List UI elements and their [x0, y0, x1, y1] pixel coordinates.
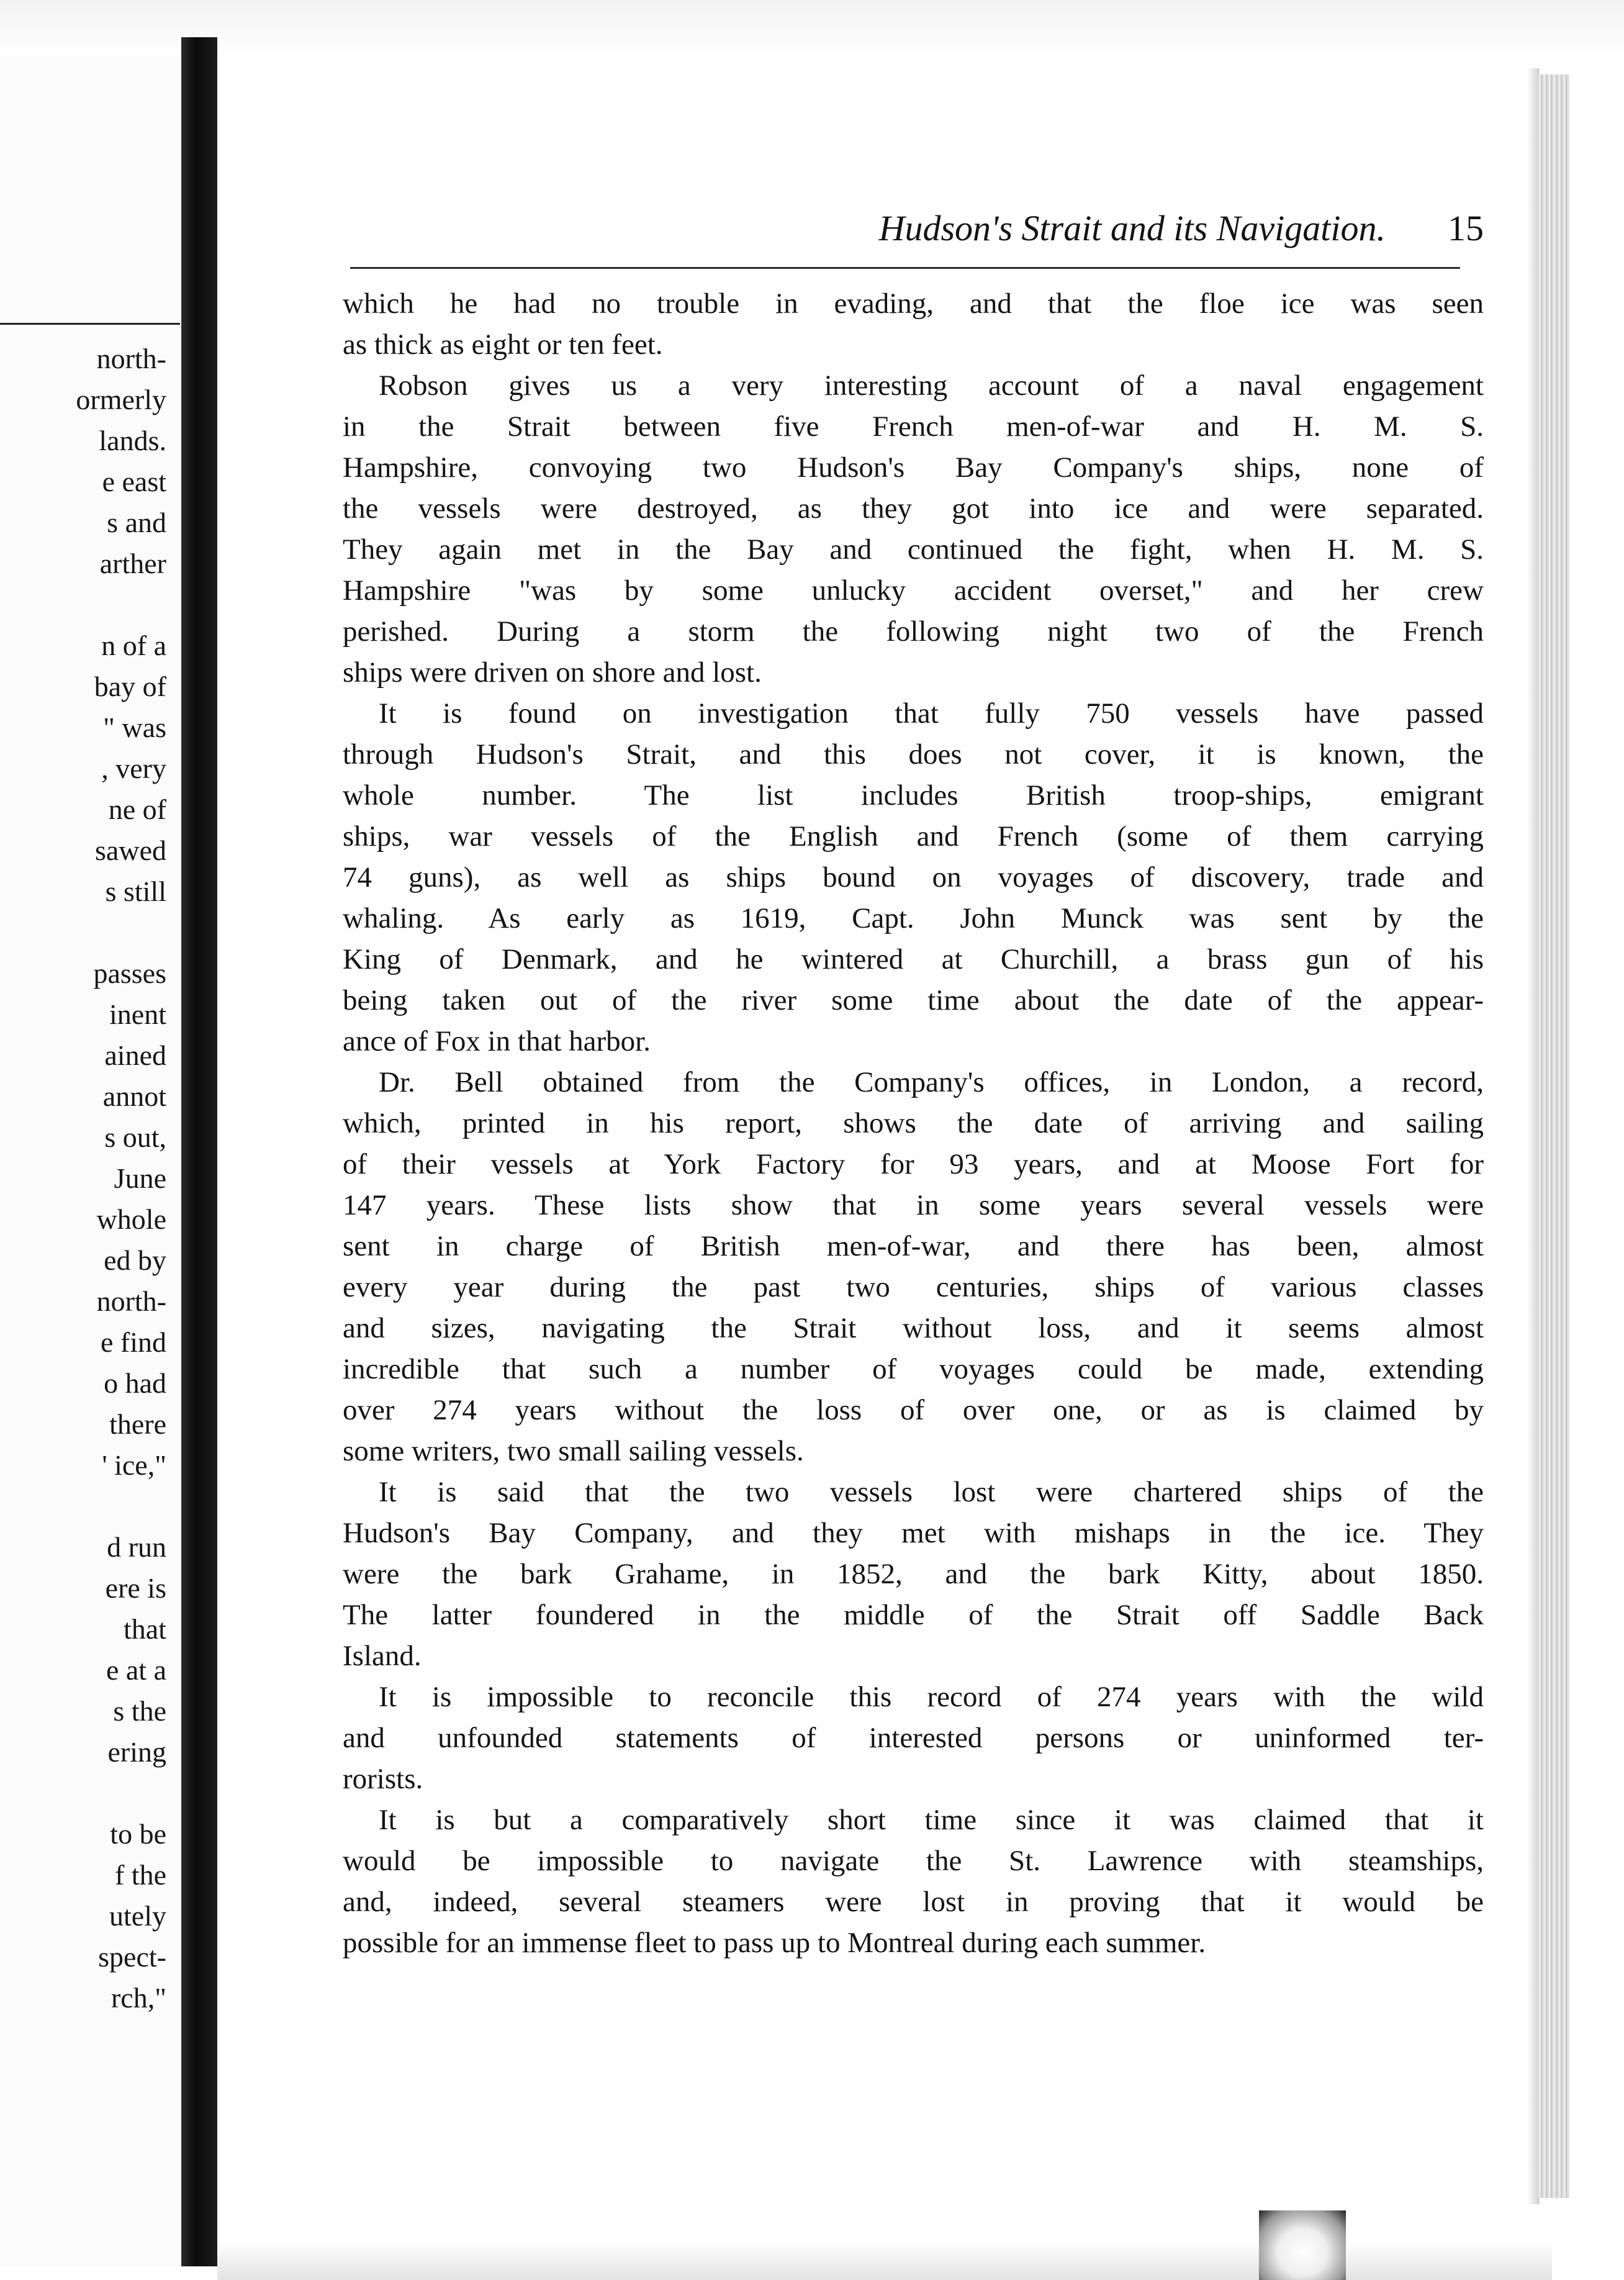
previous-page-line: " was: [103, 712, 166, 743]
text-line: Hampshire, convoying two Hudson's Bay Company's ships, none of: [343, 451, 1484, 484]
text-line: and unfounded statements of interested persons or uninformed ter-: [343, 1722, 1484, 1754]
text-line: which, printed in his report, shows the date of arriving and sailing: [343, 1107, 1484, 1139]
text-line: ships were driven on shore and lost.: [343, 656, 762, 689]
previous-page-line: e find: [100, 1326, 166, 1358]
text-line: in the Strait between five French men-of-war and H. M. S.: [343, 410, 1484, 443]
previous-page-line: ained: [104, 1039, 166, 1071]
text-line: sent in charge of British men-of-war, and there has been, almost: [343, 1230, 1484, 1262]
bottom-margin-shade: [217, 2242, 1552, 2280]
previous-page-line: there: [109, 1408, 166, 1440]
paragraph: [343, 283, 1484, 365]
previous-page-line: ormerly: [76, 384, 166, 415]
text-line: It is impossible to reconcile this record of 274 years with the wild: [379, 1681, 1484, 1713]
previous-page-line: ere is: [105, 1572, 166, 1604]
text-line: They again met in the Bay and continued the fight, when H. M. S.: [343, 533, 1484, 566]
text-line: Robson gives us a very interesting account of a naval engagement: [379, 369, 1484, 402]
text-line: ance of Fox in that harbor.: [343, 1025, 651, 1057]
previous-page-line: f the: [114, 1859, 166, 1891]
previous-page-line: June: [114, 1162, 166, 1194]
page-edges-stack: [1538, 75, 1569, 2198]
text-line: rorists.: [343, 1763, 423, 1795]
previous-page-line: s the: [113, 1695, 166, 1727]
header-rule: [350, 267, 1460, 269]
text-line: Hampshire "was by some unlucky accident overset," and her crew: [343, 574, 1484, 607]
previous-page-line: north-: [96, 1285, 166, 1317]
text-line: and sizes, navigating the Strait without loss, and it seems almost: [343, 1312, 1484, 1344]
previous-page-line: utely: [109, 1900, 166, 1932]
top-margin-shade: [0, 0, 1624, 56]
previous-page-line: s and: [107, 507, 166, 538]
text-line: some writers, two small sailing vessels.: [343, 1435, 804, 1467]
text-line: whaling. As early as 1619, Capt. John Munck was sent by the: [343, 902, 1484, 934]
previous-page-line: annot: [102, 1080, 166, 1112]
previous-page-line: arther: [99, 548, 166, 579]
text-line: Dr. Bell obtained from the Company's offices, in London, a record,: [379, 1066, 1484, 1098]
paragraph: [343, 693, 1484, 1062]
previous-page-line: north-: [96, 343, 166, 374]
previous-page-fragment: [0, 56, 180, 2266]
text-line: every year during the past two centuries, ships of various classes: [343, 1271, 1484, 1303]
previous-page-line: passes: [93, 957, 166, 989]
paragraph: [343, 1472, 1484, 1676]
text-line: as thick as eight or ten feet.: [343, 328, 663, 361]
text-line: ships, war vessels of the English and French (some of them carrying: [343, 820, 1484, 853]
page-number: 15: [1448, 208, 1484, 248]
light-flare: [1259, 2210, 1346, 2280]
text-line: It is found on investigation that fully 750 vessels have passed: [379, 697, 1484, 730]
previous-page-line: lands.: [99, 425, 166, 456]
text-line: It is but a comparatively short time since it was claimed that it: [379, 1804, 1484, 1836]
text-line: would be impossible to navigate the St. Lawrence with steamships,: [343, 1845, 1484, 1877]
previous-page-line: ne of: [108, 794, 166, 825]
previous-page-line: o had: [104, 1367, 166, 1399]
book-page: [219, 60, 1527, 2245]
text-line: being taken out of the river some time about the date of the appear-: [343, 984, 1484, 1016]
previous-page-line: that: [124, 1613, 166, 1645]
previous-page-line: spect-: [98, 1941, 166, 1973]
previous-page-line: ' ice,": [102, 1449, 166, 1481]
previous-page-line: sawed: [95, 835, 166, 866]
previous-page-line: to be: [110, 1818, 166, 1850]
text-line: incredible that such a number of voyages could be made, extending: [343, 1353, 1484, 1385]
previous-page-line: n of a: [101, 630, 166, 661]
text-line: over 274 years without the loss of over one, or as is claimed by: [343, 1394, 1484, 1426]
text-line: the vessels were destroyed, as they got into ice and were separated.: [343, 492, 1484, 525]
previous-page-line: e east: [102, 466, 166, 497]
previous-page-line: rch,": [111, 1982, 166, 2014]
previous-page-line: inent: [109, 998, 166, 1030]
paragraph: [343, 1676, 1484, 1799]
text-line: of their vessels at York Factory for 93 years, and at Moose Fort for: [343, 1148, 1484, 1180]
previous-page-line: s out,: [104, 1121, 166, 1153]
text-line: were the bark Grahame, in 1852, and the bark Kitty, about 1850.: [343, 1558, 1484, 1590]
paragraph: [343, 365, 1484, 693]
running-head: Hudson's Strait and its Navigation.: [878, 208, 1386, 248]
previous-page-line: , very: [101, 753, 166, 784]
page-edge-shadow: [1527, 68, 1540, 2204]
text-line: and, indeed, several steamers were lost in proving that it would be: [343, 1886, 1484, 1918]
text-line: The latter foundered in the middle of the Strait off Saddle Back: [343, 1599, 1484, 1631]
previous-page-line: e at a: [106, 1654, 166, 1686]
text-line: through Hudson's Strait, and this does not cover, it is known, the: [343, 738, 1484, 771]
previous-page-line: ed by: [104, 1244, 166, 1276]
previous-page-line: bay of: [94, 671, 166, 702]
text-line: Island.: [343, 1640, 422, 1672]
text-line: possible for an immense fleet to pass up to Montreal during each summer.: [343, 1927, 1206, 1959]
text-line: perished. During a storm the following night two of the French: [343, 615, 1484, 648]
previous-page-line: d run: [107, 1531, 166, 1563]
previous-page-line: s still: [105, 875, 166, 907]
text-line: 147 years. These lists show that in some years several vessels were: [343, 1189, 1484, 1221]
text-line: Hudson's Bay Company, and they met with mishaps in the ice. They: [343, 1517, 1484, 1549]
text-line: whole number. The list includes British troop-ships, emigrant: [343, 779, 1484, 812]
previous-page-head-rule: [0, 323, 180, 325]
text-line: which he had no trouble in evading, and that the floe ice was seen: [343, 287, 1484, 320]
text-line: 74 guns), as well as ships bound on voyages of discovery, trade and: [343, 861, 1484, 893]
text-line: King of Denmark, and he wintered at Churchill, a brass gun of his: [343, 943, 1484, 975]
previous-page-line: whole: [96, 1203, 166, 1235]
previous-page-line: ering: [107, 1736, 166, 1768]
book-gutter: [181, 37, 217, 2266]
text-line: It is said that the two vessels lost were chartered ships of the: [379, 1476, 1484, 1508]
paragraph: [343, 1799, 1484, 1963]
paragraph: [343, 1062, 1484, 1472]
body-text: [343, 283, 1484, 1963]
